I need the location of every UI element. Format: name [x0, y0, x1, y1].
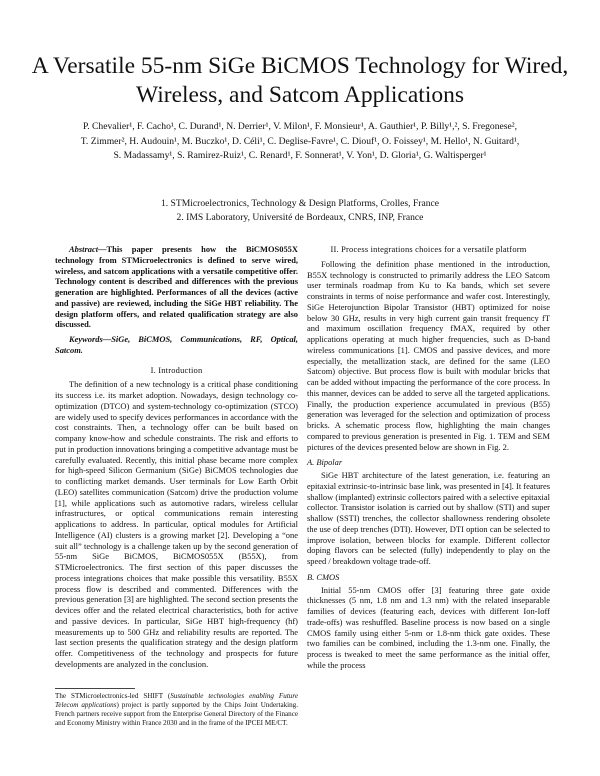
- affiliation-1: 1. STMicroelectronics, Technology & Design Platforms, Crolles, France: [160, 198, 440, 209]
- footnote-project-name: Sustainable technologies enabling Future Telecom applications: [55, 692, 298, 710]
- bipolar-paragraph: SiGe HBT architecture of the latest generation, i.e. featuring an epitaxial extrinsic-to-intrinsic base link, was presented in [4]. It features shallow (implanted) extrinsic collectors paired with a selective epitaxial collector. Transistor isolation is carried out by shallow (STI) and super shallow (SSTI) trenches, the collector shallowness rendering obsolete the use of deep trenches (DTI). However, DTI option can be selected to improve isolation, between blocks for example. Different collector doping flavors can be selected (fully) independently to play on the speed / breakdown voltage trade-off.: [307, 470, 550, 566]
- affiliations: [30, 197, 570, 226]
- keywords-text: —SiGe, BiCMOS, Communications, RF, Optical, Satcom.: [55, 334, 298, 355]
- subsection-heading-cmos: B. CMOS: [307, 571, 340, 582]
- footnote-post: ) project is partly supported by the Chips Joint Undertaking. French partners receive support from the Enterprise General Directory of the Finance and Economy Ministry within France 2030 and in the frame of the IPCEI ME/CT.: [55, 701, 298, 728]
- left-column: [55, 244, 298, 670]
- footnote-pre: The STMicroelectronics-led SHIFT (: [55, 692, 171, 700]
- paper-title: A Versatile 55-nm SiGe BiCMOS Technology for Wired, Wireless, and Satcom Applications: [31, 53, 569, 108]
- keywords-lead: Keywords: [69, 334, 103, 344]
- introduction-paragraph: The definition of a new technology is a critical phase conditioning its success i.e. its market adoption. Nowadays, design technology co-optimization (DTCO) and system-technology co-optimization (STCO) are widely used to specify devices performances in accordance with the cost constraints. Then, a technology offer can be built based on company know-how and schedule constraints. The risk and efforts to put in production innovations bringing a competitive advantage must be carefully evaluated. Recently, this initial phase became more complex for high-speed Silicon Germanium (SiGe) BiCMOS technologies due to conflicting market demands. User terminals for Low Earth Orbit (LEO) satellites communication (Satcom) drive the production volume [1], while applications such as automotive radars, wireless cellular infrastructures, or optical communications remain interesting applications to address. In particular, optical modules for Artificial Intelligence (AI) clusters is a growing market [2]. Developing a “one suit all” technology is a challenge taken up by the second generation of 55-nm SiGe BiCMOS, BiCMOS055X (B55X), from STMicroelectronics. The first section of this paper discusses the process integrations choices that make possible this versatility. B55X process flow is described and commented. Differences with the previous generation [3] are highlighted. The second section presents the devices offer and the related electrical characteristics, both for active and passive devices. In particular, SiGe HBT high-frequency (hf) measurements up to 500 GHz and reliability results are reported. The last section presents the qualification strategy and the design platform offer. Competitiveness of the technology and prospects for future developments are analyzed in the conclusion.: [55, 379, 298, 669]
- process-paragraph: Following the definition phase mentioned in the introduction, B55X technology is constructed to primarily address the LEO Satcom user terminals roadmap from Ku to Ka bands, which set severe constraints in terms of noise performance and wafer cost. Interestingly, SiGe Heterojunction Bipolar Transistor (HBT) optimized for noise below 30 GHz, results in very high current gain transit frequency fT and maximum oscillation frequency fMAX, required by other applications operating at much higher frequencies, such as D-band wireless communications [1]. CMOS and passive devices, and more especially, the metallization stack, are defined for the same (LEO Satcom) objective. But process flow is built with modular bricks that can be added without impacting the performance of the core process. In this manner, devices can be added to serve all the targeted applications. Finally, the production experience accumulated in previous (B55) generation was leveraged for the selection and optimization of process bricks. A schematic process flow, highlighting the main changes compared to previous generation is presented in Fig. 1. TEM and SEM pictures of the devices presented below are shown in Fig. 2.: [307, 258, 550, 452]
- author-line: P. Chevalier¹, F. Cacho¹, C. Durand¹, N. Derrier¹, V. Milon¹, F. Monsieur¹, A. Gauthier¹, P. Billy¹,², S. Fregonese²,: [82, 121, 518, 132]
- right-column: [307, 244, 550, 671]
- affiliation-2: 2. IMS Laboratory, Université de Bordeaux, CNRS, INP, France: [176, 212, 424, 224]
- subsection-heading-bipolar: A. Bipolar: [307, 457, 343, 468]
- abstract-text: —This paper presents how the BiCMOS055X technology from STMicroelectronics is defined to serve wired, wireless, and satcom applications with a versatile competitive offer. Technology content is described and differences with the previous generation are highlighted. Performances of all the devices (active and passive) are reviewed, including the SiGe HBT reliability. The design platform offers, and related qualification strategy are also discussed.: [55, 244, 298, 330]
- section-heading-introduction: I. Introduction: [150, 364, 203, 375]
- abstract: [55, 244, 298, 330]
- section-heading-process: II. Process integrations choices for a versatile platform: [330, 244, 527, 254]
- footnote-divider: [55, 688, 135, 689]
- author-list: [30, 120, 570, 164]
- cmos-paragraph: Initial 55-nm CMOS offer [3] featuring three gate oxide thicknesses (5 nm, 1.8 nm and 1.3 nm) with the related inseparable families of devices (featuring each, devices with different Ion-Ioff trade-offs) was reshuffled. Baseline process is now based on a single CMOS family using either 5-nm or 1.8-nm thick gate oxides. These two families can be combined, including the 1.3-nm one. Finally, the process is tweaked to meet the same performance as the initial offer, while the process: [307, 584, 550, 670]
- author-line: T. Zimmer², H. Audouin¹, M. Buczko¹, D. Céli¹, C. Deglise-Favre¹, C. Diouf¹, O. Foissey¹, M. Hello¹, N. Guitard¹,: [80, 135, 520, 147]
- author-line: S. Madassamy¹, S. Ramirez-Ruiz¹, C. Renard¹, F. Sonnerat¹, V. Yon¹, D. Gloria¹, G. Waltisperger¹: [113, 150, 487, 162]
- abstract-lead: Abstract: [69, 244, 99, 254]
- keywords: [55, 334, 298, 356]
- funding-footnote: [55, 692, 298, 728]
